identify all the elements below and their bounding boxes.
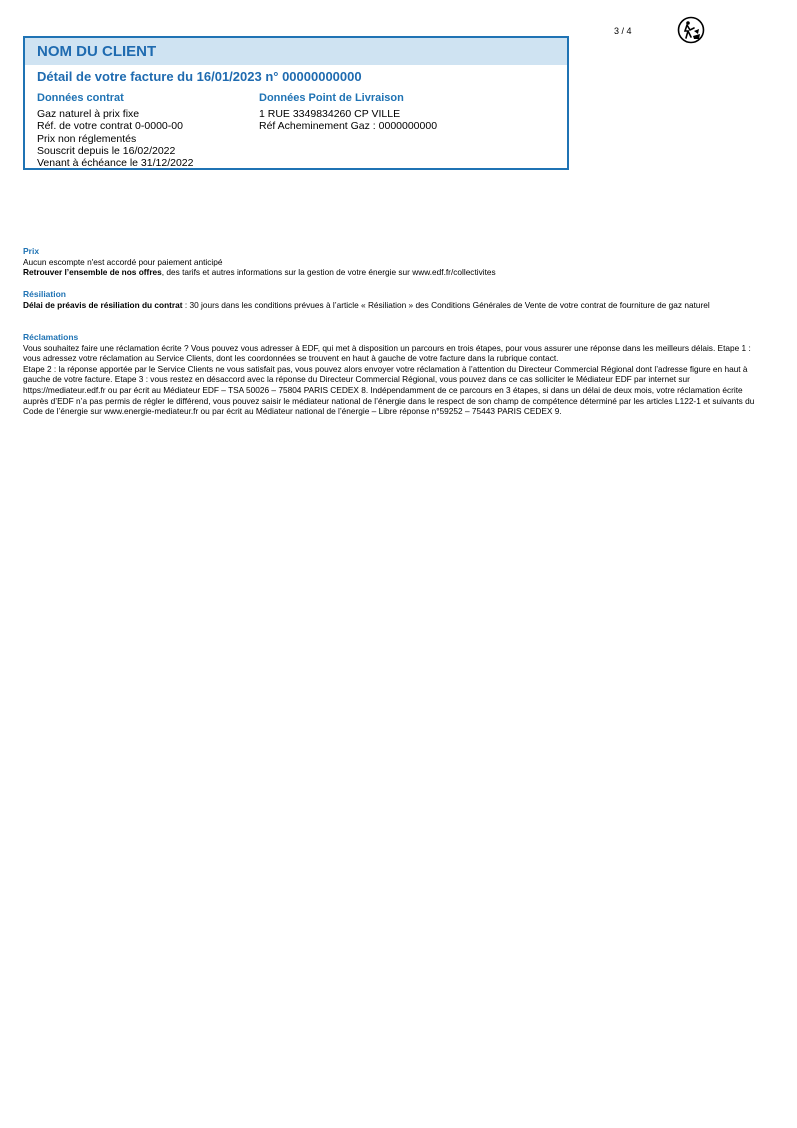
contract-line: Réf. de votre contrat 0-0000-00: [37, 120, 183, 133]
prix-section: [23, 246, 758, 278]
triman-recycling-icon: [677, 16, 705, 44]
prix-rest: , des tarifs et autres informations sur la gestion de votre énergie sur www.edf.fr/collectivites: [161, 267, 496, 278]
delivery-section: [259, 92, 437, 133]
contract-line: Souscrit depuis le 16/02/2022: [37, 144, 176, 157]
delivery-heading: Données Point de Livraison: [259, 92, 404, 104]
resiliation-rest: : 30 jours dans les conditions prévues à l’article « Résiliation » des Conditions Générales de Vente de votre contrat de fourniture de gaz naturel: [182, 299, 710, 310]
delivery-line: 1 RUE 3349834260 CP VILLE: [259, 108, 401, 121]
client-summary-box: [23, 36, 569, 170]
contract-line: Venant à échéance le 31/12/2022: [37, 157, 194, 170]
page-number: 3 / 4: [614, 26, 632, 36]
prix-bold: Retrouver l’ensemble de nos offres: [23, 267, 162, 278]
invoice-title: Détail de votre facture du 16/01/2023 n° 00000000000: [37, 69, 362, 84]
reclamations-para: Vous souhaitez faire une réclamation écrite ? Vous pouvez vous adresser à EDF, qui met à disposition un parcours en trois étapes, pour vous assurer une réponse dans les meilleurs délais. Etape 1 : vous adressez votre réclamation au Service Clients, dont les coordonnées se trouvent en haut à gauche de votre facture dans la rubrique contact.: [23, 342, 751, 364]
client-name: NOM DU CLIENT: [25, 38, 567, 65]
reclamations-heading: Réclamations: [23, 332, 79, 342]
resiliation-section: [23, 289, 758, 310]
resiliation-bold: Délai de préavis de résiliation du contrat: [23, 299, 183, 310]
contract-heading: Données contrat: [37, 92, 124, 104]
contract-section: [37, 92, 193, 169]
reclamations-para: Etape 2 : la réponse apportée par le Service Clients ne vous satisfait pas, vous pouvez alors envoyer votre réclamation à l’attention du Directeur Commercial Régional dont l’adresse figure en haut à gauche de votre facture. Etape 3 : vous restez en désaccord avec la réponse du Directeur Commercial Régional, vous pouvez dans ce cas solliciter le Médiateur EDF par internet sur https://mediateur.edf.fr ou par écrit au Médiateur EDF – TSA 50026 – 75804 PARIS CEDEX 8. Indépendamment de ce parcours en 3 étapes, si dans un délai de deux mois, votre réclamation écrite auprès d’EDF n’a pas permis de régler le différend, vous pouvez saisir le médiateur national de l’énergie dans le respect de son champ de compétence déterminé par les articles L122-1 et suivants du Code de l’énergie sur www.energie-mediateur.fr ou par écrit au Médiateur national de l’énergie – Libre réponse n°59252 – 75443 PARIS CEDEX 9.: [23, 363, 755, 417]
contract-line: Gaz naturel à prix fixe: [37, 108, 140, 121]
prix-heading: Prix: [23, 246, 40, 256]
delivery-line: Réf Acheminement Gaz : 0000000000: [259, 120, 438, 133]
prix-line: Aucun escompte n'est accordé pour paiement anticipé: [23, 256, 223, 267]
prix-line: [23, 267, 758, 278]
contract-line: Prix non réglementés: [37, 132, 137, 145]
resiliation-heading: Résiliation: [23, 289, 66, 299]
reclamations-section: [23, 332, 758, 417]
resiliation-text: [23, 300, 758, 311]
